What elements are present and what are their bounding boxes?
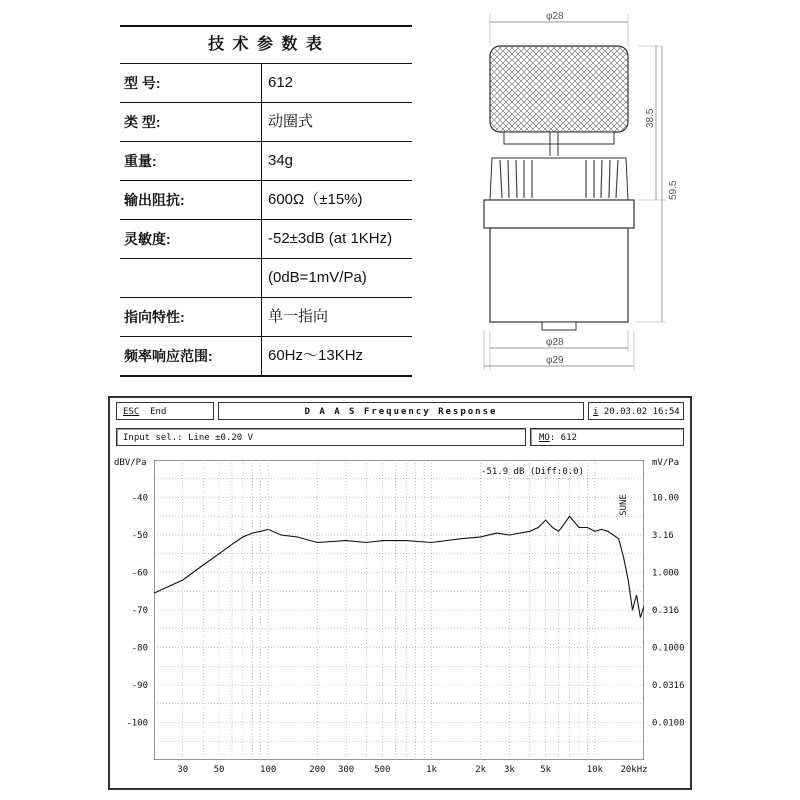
spec-value: 单一指向	[268, 308, 329, 325]
timestamp: 20.03.02 16:54	[603, 407, 680, 417]
esc-end-button[interactable]	[116, 402, 214, 420]
plot-frame	[154, 460, 644, 760]
x-tick-label: 50	[213, 765, 225, 775]
x-axis	[110, 760, 690, 780]
dimension-total-height-label: 59.5	[668, 180, 679, 200]
capsule-base	[542, 322, 576, 330]
y-tick-label-left: -80	[131, 643, 148, 654]
y-tick-label-left: -90	[131, 681, 148, 691]
spec-label: 输出阻抗:	[120, 181, 262, 219]
mo-key: MO	[539, 433, 550, 443]
dimension-bottom-outer-label: φ29	[546, 355, 564, 366]
y-tick-label-left: -60	[131, 568, 148, 579]
y-tick-label-right: 0.0100	[652, 718, 685, 729]
x-tick-label: 1k	[426, 765, 437, 775]
capsule-band	[484, 200, 634, 228]
x-tick-label: 200	[309, 765, 326, 775]
spec-label: 类 型:	[120, 103, 262, 141]
capsule-drawing	[470, 0, 700, 380]
dimension-top-label: φ28	[546, 11, 564, 22]
spec-label: 重量:	[120, 142, 262, 180]
y-tick-label-right: 0.0316	[652, 681, 685, 691]
spec-row	[120, 220, 412, 259]
spec-value: 600Ω（±15%)	[268, 191, 363, 208]
capsule-neck	[504, 132, 614, 144]
x-tick-label: 500	[374, 765, 391, 775]
spec-label: 频率响应范围:	[120, 337, 262, 375]
spec-label: 指向特性:	[120, 298, 262, 336]
y-tick-label-left: -70	[131, 606, 148, 616]
y-tick-label-right: 0.1000	[652, 643, 685, 654]
memo-field[interactable]	[530, 428, 684, 446]
spec-row	[120, 259, 412, 298]
spec-row	[120, 298, 412, 337]
spec-row	[120, 142, 412, 181]
y-axis-right-unit: mV/Pa	[652, 458, 680, 468]
end-label: End	[150, 407, 167, 417]
spec-row	[120, 64, 412, 103]
x-tick-label: 30	[177, 765, 189, 775]
x-tick-label: 100	[260, 765, 277, 775]
dimension-bottom-inner-label: φ28	[546, 337, 564, 348]
spec-value: 34g	[268, 152, 294, 169]
x-tick-label: 2k	[475, 765, 487, 775]
chart-series-layer	[154, 516, 644, 617]
spec-row	[120, 103, 412, 142]
sune-watermark: SUNE	[619, 494, 629, 516]
window-title: D A A S Frequency Response	[218, 402, 584, 420]
x-tick-label: 10k	[586, 765, 603, 775]
esc-key: ESC	[123, 407, 140, 417]
spec-value: -52±3dB (at 1KHz)	[268, 230, 393, 247]
spec-row	[120, 181, 412, 220]
y-tick-label-right: 0.316	[652, 606, 680, 616]
x-tick-label: 5k	[540, 765, 552, 775]
ribbed-body	[490, 158, 628, 200]
spec-value: 动圈式	[268, 113, 314, 130]
spec-value: 60Hz～13KHz	[268, 347, 364, 364]
spec-table	[120, 25, 412, 377]
y-axis-right	[648, 458, 690, 768]
capsule-body	[490, 228, 628, 322]
spec-label	[120, 259, 262, 297]
y-axis-left-unit: dBV/Pa	[114, 458, 147, 468]
spec-value: 612	[268, 74, 294, 91]
spec-row	[120, 337, 412, 375]
y-tick-label-left: -100	[126, 718, 148, 729]
chart-annotation: -51.9 dB (Diff:0.0)	[481, 467, 584, 477]
y-tick-label-left: -40	[131, 493, 148, 504]
y-axis-right-ticks	[648, 458, 690, 768]
mesh-grille	[490, 46, 628, 132]
y-tick-label-left: -50	[131, 531, 148, 541]
y-tick-label-right: 10.00	[652, 493, 680, 504]
series-line	[154, 516, 644, 617]
y-axis-left	[114, 458, 158, 768]
spec-value: (0dB=1mV/Pa)	[268, 269, 367, 286]
x-tick-label: 300	[337, 765, 355, 775]
spec-table-title: 技 术 参 数 表	[120, 27, 412, 64]
chart-grid	[154, 460, 644, 760]
spec-label: 灵敏度:	[120, 220, 262, 258]
x-tick-label: 3k	[504, 765, 515, 775]
frequency-response-window	[108, 396, 692, 790]
mo-value: : 612	[549, 433, 577, 443]
dimension-head-height-label: 38.5	[645, 108, 656, 128]
x-tick-label: 20kHz	[620, 765, 648, 775]
frequency-response-chart	[154, 460, 644, 760]
spec-label: 型 号:	[120, 64, 262, 102]
y-axis-left-ticks	[114, 458, 158, 768]
info-key: i	[593, 407, 599, 417]
y-tick-label-right: 3.16	[652, 531, 674, 541]
info-timestamp-button[interactable]	[588, 402, 684, 420]
input-select-field[interactable]: Input sel.: Line ±0.20 V	[116, 428, 526, 446]
y-tick-label-right: 1.000	[652, 568, 680, 579]
